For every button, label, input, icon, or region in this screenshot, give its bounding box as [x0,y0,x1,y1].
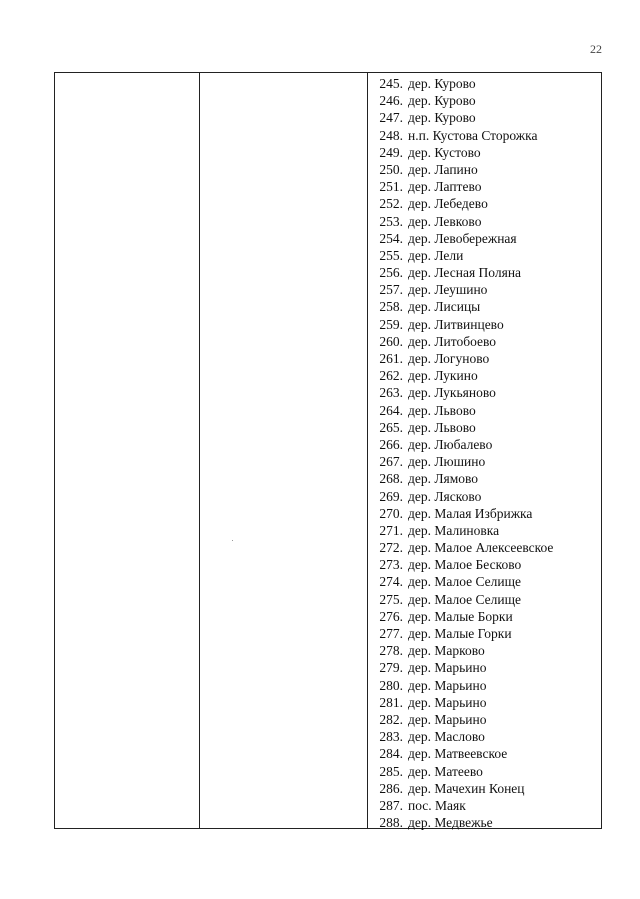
list-item [371,213,553,230]
list-item [371,625,553,642]
entry-name: дер. Марьино [408,677,487,693]
entry-name: дер. Лаптево [408,179,482,195]
entry-name: дер. Литвинцево [408,316,504,332]
entry-name: дер. Мачехин Конец [408,780,525,796]
entry-number: 270. [379,505,403,521]
list-item [371,711,553,728]
list-item [371,281,553,298]
list-item [371,419,553,436]
entry-number: 280. [379,677,403,693]
entry-name: дер. Логуново [408,351,490,366]
entry-name: дер. Лукино [408,368,478,384]
list-item [371,144,553,161]
list-item [371,659,553,676]
list-item [371,161,553,178]
list-item [371,92,553,109]
entry-name: дер. Малые Горки [408,626,512,641]
entry-number: 286. [379,780,403,796]
list-item [371,453,553,470]
entry-number: 272. [379,540,403,556]
entry-number: 279. [379,660,403,676]
entry-number: 267. [379,454,403,470]
entry-number: 254. [379,230,403,246]
settlements-table [54,72,602,829]
entry-number: 274. [379,574,403,590]
entry-number: 257. [379,282,403,298]
entry-number: 256. [379,265,403,281]
entry-name: дер. Марьино [408,694,487,710]
entry-name: дер. Лапино [408,161,478,177]
list-item [371,763,553,780]
list-item [371,127,553,144]
entry-number: 250. [379,161,403,177]
entry-name: дер. Левобережная [408,230,517,246]
list-item [371,642,553,659]
list-item [371,488,553,505]
column-divider [367,73,368,828]
entry-name: дер. Маслово [408,729,485,745]
entry-name: дер. Курово [408,76,476,91]
entry-number: 277. [379,626,403,641]
entry-name: дер. Матвеевское [408,746,508,762]
list-item [371,608,553,625]
list-item [371,178,553,195]
entry-name: дер. Любалево [408,436,493,452]
entry-name: н.п. Кустова Сторожка [408,127,538,143]
entry-name: дер. Львово [408,419,476,435]
entry-name: дер. Малое Бесково [408,557,522,573]
entry-name: дер. Леушино [408,282,488,298]
entry-name: дер. Малые Борки [408,608,513,624]
entry-number: 246. [379,93,403,109]
entry-number: 282. [379,711,403,727]
list-item [371,436,553,453]
entry-number: 245. [379,76,403,91]
list-item [371,230,553,247]
entry-name: дер. Малое Алексеевское [408,540,554,556]
entry-number: 271. [379,522,403,538]
list-item [371,522,553,539]
column-divider [199,73,200,828]
entry-name: дер. Львово [408,402,476,418]
entry-number: 249. [379,144,403,160]
list-item [371,745,553,762]
list-item [371,556,553,573]
entry-number: 253. [379,213,403,229]
entry-name: дер. Лесная Поляна [408,265,522,281]
entry-number: 283. [379,729,403,745]
list-item [371,470,553,487]
entry-number: 275. [379,591,403,607]
entry-number: 278. [379,643,403,659]
entry-name: дер. Малое Селище [408,574,522,590]
list-item [371,728,553,745]
entry-name: дер. Марьино [408,711,487,727]
list-item [371,367,553,384]
entry-number: 276. [379,608,403,624]
list-item [371,350,553,367]
entry-name: дер. Левково [408,213,482,229]
entry-number: 284. [379,746,403,762]
list-item [371,573,553,590]
entry-number: 264. [379,402,403,418]
entry-number: 285. [379,763,403,779]
entry-name: дер. Люшино [408,454,486,470]
entry-number: 260. [379,333,403,349]
entry-number: 258. [379,299,403,315]
entry-number: 288. [379,815,403,831]
entry-name: дер. Марково [408,643,485,659]
entry-name: дер. Марьино [408,660,487,676]
page-number: 22 [590,42,602,56]
entry-number: 255. [379,247,403,263]
entry-name: дер. Малая Избрижка [408,505,533,521]
entry-number: 273. [379,557,403,573]
entry-name: дер. Кустово [408,144,481,160]
list-item [371,677,553,694]
entry-name: дер. Лебедево [408,196,488,212]
entry-name: дер. Курово [408,110,476,126]
entry-number: 261. [379,351,403,366]
entry-name: дер. Лукьяново [408,385,496,401]
entry-name: дер. Лисицы [408,299,481,315]
list-item [371,333,553,350]
list-item [371,316,553,333]
entry-number: 268. [379,471,403,487]
list-item [371,247,553,264]
entry-number: 259. [379,316,403,332]
list-item [371,780,553,797]
entry-number: 281. [379,694,403,710]
entry-name: дер. Малиновка [408,522,500,538]
entry-name: дер. Лямово [408,471,479,487]
entry-number: 252. [379,196,403,212]
list-item [371,384,553,401]
entry-number: 248. [379,127,403,143]
entry-name: дер. Малое Селище [408,591,522,607]
list-item [371,539,553,556]
entry-name: дер. Медвежье [408,815,493,831]
list-item [371,797,553,814]
entry-number: 266. [379,436,403,452]
entry-number: 269. [379,488,403,504]
list-item [371,298,553,315]
entry-name: дер. Лели [408,247,464,263]
entry-name: дер. Курово [408,93,476,109]
entry-name: пос. Маяк [408,797,466,813]
list-item [371,814,553,831]
list-item [371,402,553,419]
entry-name: дер. Матеево [408,763,483,779]
entry-name: дер. Литобоево [408,333,497,349]
entry-number: 251. [379,179,403,195]
list-item [371,195,553,212]
entry-number: 263. [379,385,403,401]
list-item [371,264,553,281]
list-item [371,505,553,522]
scan-speck [232,540,233,541]
list-item [371,694,553,711]
entry-number: 265. [379,419,403,435]
list-item [371,591,553,608]
list-item [371,75,553,92]
entry-number: 287. [379,797,403,813]
entry-number: 247. [379,110,403,126]
entry-number: 262. [379,368,403,384]
settlement-list [371,75,553,831]
entry-name: дер. Лясково [408,488,482,504]
list-item [371,109,553,126]
